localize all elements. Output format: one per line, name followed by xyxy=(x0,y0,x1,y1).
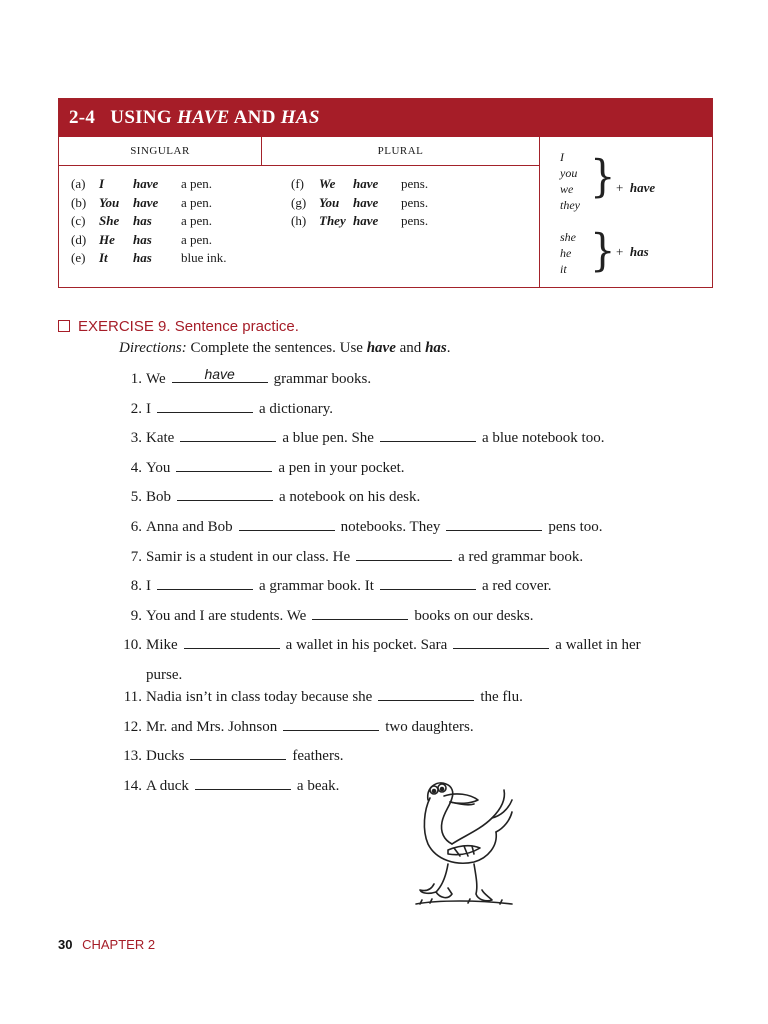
brace-have: } xyxy=(590,151,616,203)
item-text: a pen in your pocket. xyxy=(278,459,405,476)
has-label: has xyxy=(629,244,649,259)
example-object: pens. xyxy=(401,176,429,191)
item-text: purse. xyxy=(146,666,183,683)
pronoun-summary xyxy=(539,137,712,287)
answer-blank[interactable] xyxy=(190,745,286,760)
example-letter: (a) xyxy=(71,176,86,191)
directions-label: Directions: xyxy=(119,340,187,356)
item-text: pens too. xyxy=(548,518,603,535)
item-text: Samir is a student in our class. He xyxy=(146,548,351,565)
answer-blank[interactable] xyxy=(157,575,253,590)
item-text: a wallet in his pocket. Sara xyxy=(285,637,448,654)
pronoun: I xyxy=(560,150,564,164)
item-text: a notebook on his desk. xyxy=(279,489,421,506)
item-text: books on our desks. xyxy=(414,607,534,624)
item-text: a blue notebook too. xyxy=(481,430,605,447)
item-text: We xyxy=(146,371,166,387)
example-row xyxy=(291,175,428,194)
example-verb: has xyxy=(133,231,152,247)
exercise-item xyxy=(110,686,730,716)
item-text: feathers. xyxy=(292,748,344,765)
example-object: a pen. xyxy=(181,213,213,228)
example-verb: has xyxy=(133,250,152,265)
exercise-item xyxy=(110,605,730,635)
pronoun: you xyxy=(560,166,578,180)
item-text: I xyxy=(146,578,151,595)
example-row xyxy=(71,231,227,250)
exercise-title xyxy=(58,318,299,335)
checkbox-icon xyxy=(58,320,70,332)
directions-text: Complete the sentences. Use xyxy=(190,340,363,356)
answer-blank[interactable] xyxy=(176,457,272,472)
answer-blank[interactable] xyxy=(446,516,542,531)
chart-title-using: USING xyxy=(110,107,172,128)
answer-blank[interactable] xyxy=(380,575,476,590)
example-verb: have xyxy=(133,194,159,210)
item-text: Mr. and Mrs. Johnson xyxy=(146,718,278,735)
chart-title-has: HAS xyxy=(280,107,320,128)
exercise-item xyxy=(110,427,730,457)
exercise-item xyxy=(110,575,730,605)
example-row xyxy=(71,212,227,231)
plus-has xyxy=(616,244,649,260)
example-letter: (g) xyxy=(291,194,307,210)
item-number: 2. xyxy=(130,400,142,417)
example-letter: (f) xyxy=(291,176,304,191)
example-row xyxy=(71,175,227,194)
directions-have: have xyxy=(366,340,396,356)
page-footer xyxy=(58,937,155,952)
example-row xyxy=(291,194,428,213)
item-text: Kate xyxy=(146,430,175,447)
chart-number: 2-4 xyxy=(69,107,96,128)
item-text: two daughters. xyxy=(385,718,474,735)
example-subject: They xyxy=(319,213,346,228)
plus-sign: + xyxy=(616,180,624,195)
chart-title-have: HAVE xyxy=(177,107,230,128)
example-subject: He xyxy=(99,231,115,247)
item-text: a red grammar book. xyxy=(458,548,584,565)
example-row xyxy=(71,249,227,268)
item-number: 9. xyxy=(130,607,142,624)
example-letter: (c) xyxy=(71,213,86,228)
item-text: You xyxy=(146,459,171,476)
answer-blank[interactable] xyxy=(177,486,273,501)
item-text: the flu. xyxy=(480,688,523,705)
answer-blank[interactable] xyxy=(356,546,452,561)
example-letter: (d) xyxy=(71,231,87,247)
grammar-chart xyxy=(58,98,713,288)
example-object: a pen. xyxy=(181,231,213,247)
item-text: a beak. xyxy=(296,777,340,794)
example-verb: have xyxy=(353,194,379,210)
item-text: You and I are students. We xyxy=(146,607,307,624)
have-pronouns xyxy=(560,149,580,213)
item-text: Nadia isn’t in class today because she xyxy=(146,688,373,705)
item-text: Mike xyxy=(146,637,178,654)
item-number: 4. xyxy=(130,459,142,476)
singular-header: SINGULAR xyxy=(59,137,262,165)
answer-blank[interactable] xyxy=(172,368,268,383)
item-text: a grammar book. It xyxy=(259,578,374,595)
item-number: 5. xyxy=(130,489,142,506)
item-text: a dictionary. xyxy=(259,400,333,417)
exercise-item xyxy=(110,398,730,428)
example-verb: has xyxy=(133,213,152,228)
item-number: 6. xyxy=(130,518,142,535)
item-number: 10. xyxy=(123,637,142,654)
item-number: 3. xyxy=(130,430,142,447)
directions-end: . xyxy=(446,340,451,356)
item-number: 11. xyxy=(123,688,142,705)
example-row xyxy=(71,194,227,213)
example-subject: You xyxy=(319,194,340,210)
answer-blank[interactable] xyxy=(378,686,474,701)
exercise-item xyxy=(110,546,730,576)
answer-blank[interactable] xyxy=(312,605,408,620)
plural-examples xyxy=(291,175,428,231)
answer-blank[interactable] xyxy=(239,516,335,531)
have-label: have xyxy=(629,180,656,195)
directions-and: and xyxy=(399,340,422,356)
pronoun: it xyxy=(560,262,567,276)
item-number: 14. xyxy=(123,777,142,794)
singular-examples xyxy=(71,175,227,268)
pronoun: they xyxy=(560,198,580,212)
column-headers xyxy=(59,137,539,166)
item-text: Ducks xyxy=(146,748,185,765)
example-subject: She xyxy=(99,213,120,228)
example-subject: I xyxy=(99,176,105,191)
example-subject: It xyxy=(99,250,108,265)
exercise-item xyxy=(110,457,730,487)
exercise-item xyxy=(110,634,730,664)
pronoun: he xyxy=(560,246,572,260)
answer-blank[interactable] xyxy=(380,427,476,442)
example-object: pens. xyxy=(401,194,429,210)
example-object: blue ink. xyxy=(181,250,227,265)
item-text: a wallet in her xyxy=(555,637,641,654)
filled-answer: have xyxy=(204,366,235,382)
example-object: a pen. xyxy=(181,194,213,210)
item-text: a red cover. xyxy=(481,578,552,595)
example-verb: have xyxy=(353,213,379,228)
duck-illustration xyxy=(408,770,520,912)
exercise-item xyxy=(110,716,730,746)
chart-header xyxy=(59,99,712,137)
chart-title-and: AND xyxy=(233,107,276,128)
item-text: Bob xyxy=(146,489,172,506)
item-text: I xyxy=(146,400,151,417)
exercise-item xyxy=(110,516,730,546)
answer-blank[interactable] xyxy=(453,634,549,649)
exercise-item xyxy=(110,486,730,516)
example-letter: (b) xyxy=(71,194,87,210)
example-object: a pen. xyxy=(181,176,213,191)
item-text: A duck xyxy=(146,777,189,794)
item-text: a blue pen. She xyxy=(282,430,374,447)
item-text: Anna and Bob xyxy=(146,518,233,535)
exercise-item-continuation xyxy=(110,664,730,686)
answer-blank[interactable] xyxy=(195,775,291,790)
answer-blank[interactable] xyxy=(157,398,253,413)
exercise-items xyxy=(110,368,730,804)
example-row xyxy=(291,212,428,231)
answer-blank[interactable] xyxy=(283,716,379,731)
directions xyxy=(119,340,451,357)
plus-sign: + xyxy=(616,244,624,259)
example-subject: You xyxy=(99,194,120,210)
item-number: 7. xyxy=(130,548,142,565)
item-number: 1. xyxy=(130,371,142,387)
item-number: 12. xyxy=(123,718,142,735)
exercise-item xyxy=(110,368,730,398)
item-number: 13. xyxy=(123,748,142,765)
plus-have xyxy=(616,180,655,196)
has-pronouns xyxy=(560,229,576,277)
item-text: grammar books. xyxy=(273,371,372,387)
chapter-label: CHAPTER 2 xyxy=(82,937,156,952)
answer-blank[interactable] xyxy=(184,634,280,649)
example-verb: have xyxy=(353,176,379,191)
item-number: 8. xyxy=(130,578,142,595)
example-verb: have xyxy=(133,176,159,191)
example-letter: (e) xyxy=(71,250,86,265)
plural-header: PLURAL xyxy=(377,145,424,157)
brace-has: } xyxy=(590,225,616,277)
pronoun: we xyxy=(560,182,574,196)
pronoun: she xyxy=(560,230,576,244)
example-object: pens. xyxy=(401,213,429,228)
directions-has: has xyxy=(425,340,447,356)
page-number: 30 xyxy=(58,937,73,952)
example-subject: We xyxy=(319,176,336,191)
item-text: notebooks. They xyxy=(340,518,441,535)
example-letter: (h) xyxy=(291,213,307,228)
exercise-title-text: EXERCISE 9. Sentence practice. xyxy=(78,318,299,335)
answer-blank[interactable] xyxy=(180,427,276,442)
